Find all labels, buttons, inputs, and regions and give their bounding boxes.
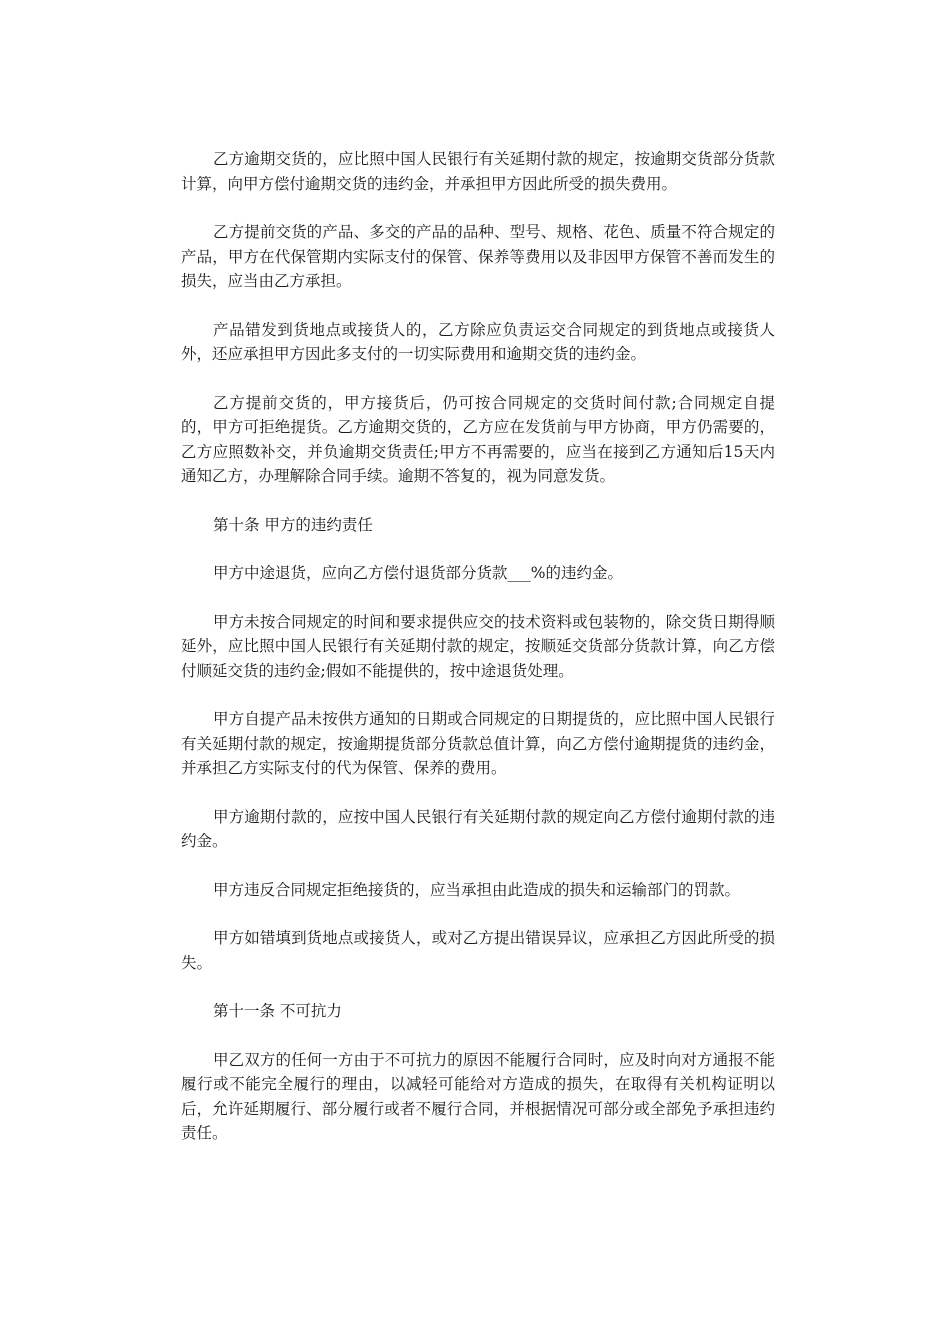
paragraph-late-delivery: 乙方逾期交货的，应比照中国人民银行有关延期付款的规定，按逾期交货部分货款计算，向甲方偿付逾期交货的违约金，并承担甲方因此所受的损失费用。 (181, 150, 775, 193)
paragraph-late-payment: 甲方逾期付款的，应按中国人民银行有关延期付款的规定向乙方偿付逾期付款的违约金。 (181, 807, 775, 850)
paragraph-wrong-destination: 产品错发到货地点或接货人的，乙方除应负责运交合同规定的到货地点或接货人外，还应承担甲方因此多支付的一切实际费用和逾期交货的违约金。 (181, 320, 775, 363)
paragraph-refuse-delivery: 甲方违反合同规定拒绝接货的，应当承担由此造成的损失和运输部门的罚款。 (213, 880, 741, 899)
paragraph-early-delivery-costs: 乙方提前交货的产品、多交的产品的品种、型号、规格、花色、质量不符合规定的产品，甲方在代保管期内实际支付的保管、保养等费用以及非因甲方保管不善而发生的损失，应当由乙方承担。 (181, 223, 775, 290)
document-body (181, 147, 775, 1170)
paragraph-wrong-address: 甲方如错填到货地点或接货人，或对乙方提出错误异议，应承担乙方因此所受的损失。 (181, 929, 775, 972)
section-heading-article-11: 第十一条 不可抗力 (213, 1002, 342, 1020)
paragraph-early-late-handling: 乙方提前交货的，甲方接货后，仍可按合同规定的交货时间付款;合同规定自提的，甲方可拒绝提货。乙方逾期交货的，乙方应在发货前与甲方协商，甲方仍需要的，乙方应照数补交，并负逾期交货责任;甲方不再需要的，应当在接到乙方通知后15天内通知乙方，办理解除合同手续。逾期不答复的，视为同意发货。 (181, 393, 775, 485)
paragraph-return-penalty: 甲方中途退货，应向乙方偿付退货部分货款___%的违约金。 (213, 564, 623, 582)
paragraph-force-majeure: 甲乙双方的任何一方由于不可抗力的原因不能履行合同时，应及时向对方通报不能履行或不能完全履行的理由，以减轻可能给对方造成的损失，在取得有关机构证明以后，允许延期履行、部分履行或者不履行合同，并根据情况可部分或全部免予承担违约责任。 (181, 1050, 775, 1142)
paragraph-self-pickup: 甲方自提产品未按供方通知的日期或合同规定的日期提货的，应比照中国人民银行有关延期付款的规定，按逾期提货部分货款总值计算，向乙方偿付逾期提货的违约金，并承担乙方实际支付的代为保管、保养的费用。 (181, 710, 775, 777)
section-heading-article-10: 第十条 甲方的违约责任 (213, 515, 373, 534)
paragraph-technical-materials: 甲方未按合同规定的时间和要求提供应交的技术资料或包装物的，除交货日期得顺延外，应比照中国人民银行有关延期付款的规定，按顺延交货部分货款计算，向乙方偿付顺延交货的违约金;假如不能提供的，按中途退货处理。 (181, 612, 775, 680)
